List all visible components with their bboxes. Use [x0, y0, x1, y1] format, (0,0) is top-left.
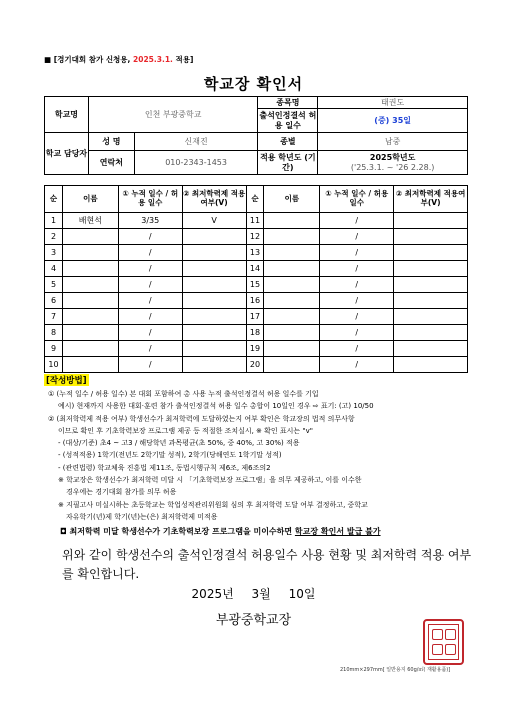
date-month: 3월: [251, 587, 271, 601]
row-number: 20: [246, 357, 264, 373]
attendance-days: /: [118, 293, 182, 309]
table-row: [45, 325, 468, 341]
table-row: [45, 261, 468, 277]
note-5: - (대상/기준) 초4 ~ 고3 / 해당학년 과목평균(초 50%, 중 40%, 고 30%) 적용: [58, 439, 300, 448]
student-name: [62, 293, 118, 309]
attendance-days: /: [320, 261, 394, 277]
student-name: [264, 229, 320, 245]
note-1: ① (누적 일수 / 허용 일수) 본 대회 포함하여 총 사용 누적 출석인정결석 허용 일수를 기입: [48, 390, 319, 398]
student-name: [62, 357, 118, 373]
note-7: - (관련법령) 학교체육 진흥법 제11조, 동법시행규칙 제6조, 제6조의2: [58, 463, 271, 472]
row-number: 18: [246, 325, 264, 341]
warning-icon: ◘: [60, 527, 67, 536]
row-number: 5: [45, 277, 63, 293]
year-value: 2025학년도: [369, 153, 416, 163]
gender-label: 종별: [258, 133, 318, 151]
attendance-days: /: [118, 277, 182, 293]
header-met-left: ② 최저학력제 적용여부(V): [182, 186, 246, 213]
note-4: 이므로 확인 후 기초학력보장 프로그램 제공 등 적절한 조치실시, ※ 확인 표시는 "v": [58, 426, 313, 435]
row-number: 8: [45, 325, 63, 341]
row-number: 7: [45, 309, 63, 325]
issue-date: [0, 585, 507, 602]
row-number: 1: [45, 213, 63, 229]
min-standard-check: [394, 245, 468, 261]
year-period: ('25.3.1. ~ '26 2.28.): [350, 162, 435, 172]
attendance-days: /: [320, 309, 394, 325]
table-row: [45, 293, 468, 309]
row-number: 17: [246, 309, 264, 325]
row-number: 19: [246, 341, 264, 357]
attendance-days: /: [320, 341, 394, 357]
attendance-days: /: [320, 277, 394, 293]
min-standard-check: [394, 309, 468, 325]
table-row: [45, 245, 468, 261]
row-number: 14: [246, 261, 264, 277]
header-note-suffix: 적용]: [175, 55, 194, 64]
student-name: [264, 213, 320, 229]
school-label: 학교명: [45, 97, 89, 133]
attendance-days: 3/35: [118, 213, 182, 229]
header-days-left: ① 누적 일수 / 허용 일수: [118, 186, 182, 213]
row-number: 9: [45, 341, 63, 357]
warning-line: [60, 526, 381, 537]
min-standard-check: [394, 341, 468, 357]
note-10: ※ 지필고사 미실시하는 초등학교는 학업성적관리위원회 심의 후 최저학력 도달 여부 결정하고, 중학교: [58, 500, 368, 509]
header-note-prefix: ■ [경기대회 참가 신청용,: [44, 55, 131, 64]
student-name: [264, 261, 320, 277]
student-name: [62, 229, 118, 245]
student-name: [264, 309, 320, 325]
row-number: 15: [246, 277, 264, 293]
table-row: [45, 357, 468, 373]
contact-label: 연락처: [88, 151, 134, 175]
school-seal-stamp: [423, 619, 464, 665]
table-row: [45, 213, 468, 229]
note-8: ※ 학교장은 학생선수가 최저학력 미달 시 「기초학력보장 프로그램」을 의무 제공하고, 이를 이수한: [58, 476, 362, 485]
method-label: [작성방법]: [46, 376, 87, 386]
student-name: [264, 357, 320, 373]
student-name: [62, 277, 118, 293]
min-standard-check: [182, 261, 246, 277]
row-number: 10: [45, 357, 63, 373]
attendance-days: /: [118, 245, 182, 261]
date-year: 2025년: [191, 587, 234, 601]
min-standard-check: [394, 261, 468, 277]
name-value: 신재진: [134, 133, 258, 151]
note-2: 예시) 현재까지 사용한 대회·훈련 참가 출석인정결석 허용 일수 총합이 10일인 경우 ⇨ 표기: (고) 10/50: [58, 402, 374, 411]
min-standard-check: V: [182, 213, 246, 229]
principal-signature: 부광중학교장: [215, 613, 292, 628]
students-header-row: [45, 186, 468, 213]
attendance-days: /: [118, 229, 182, 245]
info-table: [44, 96, 468, 175]
student-name: [264, 341, 320, 357]
allowance-value: (중) 35일: [318, 109, 468, 133]
attendance-days: /: [118, 309, 182, 325]
attendance-days: /: [118, 357, 182, 373]
sport-value: 태권도: [318, 97, 468, 109]
min-standard-check: [182, 229, 246, 245]
min-standard-check: [182, 293, 246, 309]
year-label: 적용 학년도 (기간): [258, 151, 318, 175]
min-standard-check: [394, 357, 468, 373]
header-note-date: 2025.3.1.: [133, 55, 173, 64]
contact-value: 010-2343-1453: [134, 151, 258, 175]
name-label: 성 명: [88, 133, 134, 151]
sport-label: 종목명: [258, 97, 318, 109]
row-number: 16: [246, 293, 264, 309]
row-number: 4: [45, 261, 63, 277]
student-rows: [45, 213, 468, 373]
table-row: [45, 229, 468, 245]
student-name: [62, 261, 118, 277]
method-notes: [48, 388, 478, 523]
header-no-left: 순: [45, 186, 63, 213]
student-name: [62, 341, 118, 357]
attendance-days: /: [118, 261, 182, 277]
header-note: [44, 54, 193, 65]
student-name: [62, 245, 118, 261]
manager-label: 학교 담당자: [45, 133, 89, 175]
attendance-days: /: [320, 229, 394, 245]
min-standard-check: [394, 277, 468, 293]
min-standard-check: [182, 341, 246, 357]
min-standard-check: [182, 309, 246, 325]
min-standard-check: [182, 325, 246, 341]
row-number: 13: [246, 245, 264, 261]
table-row: [45, 341, 468, 357]
document-title: 학교장 확인서: [203, 75, 304, 93]
year-cell: [318, 151, 468, 175]
row-number: 12: [246, 229, 264, 245]
allowance-label: 출석인정결석 허용 일수: [258, 109, 318, 133]
min-standard-check: [182, 277, 246, 293]
student-name: [62, 325, 118, 341]
row-number: 2: [45, 229, 63, 245]
confirmation-statement: 위와 같이 학생선수의 출석인정결석 허용일수 사용 현황 및 최저학력 적용 여부를 확인합니다.: [62, 548, 472, 581]
min-standard-check: [182, 245, 246, 261]
warning-text: 최저학력 미달 학생선수가 기초학력보장 프로그램을 미이수하면: [69, 527, 295, 536]
min-standard-check: [182, 357, 246, 373]
gender-value: 남중: [318, 133, 468, 151]
row-number: 6: [45, 293, 63, 309]
student-name: [264, 277, 320, 293]
note-6: - (성적적용) 1학기(전년도 2학기말 성적), 2학기(당해연도 1학기말 성적): [58, 451, 282, 460]
note-3: ② (최저학력제 적용 여부) 학생선수가 최저학력에 도달하였는지 여부 확인은 학교장의 법적 의무사항: [48, 414, 355, 423]
paper-spec-footer: 210mm×297mm[ 일반용지 60g/㎡( 재활용품)]: [340, 667, 451, 673]
student-name: [264, 245, 320, 261]
min-standard-check: [394, 293, 468, 309]
min-standard-check: [394, 213, 468, 229]
row-number: 11: [246, 213, 264, 229]
attendance-days: /: [320, 325, 394, 341]
header-name-right: 이름: [264, 186, 320, 213]
header-name-left: 이름: [62, 186, 118, 213]
student-name: [264, 293, 320, 309]
warning-emphasis: 학교장 확인서 발급 불가: [294, 527, 381, 536]
attendance-days: /: [118, 341, 182, 357]
header-days-right: ① 누적 일수 / 허용 일수: [320, 186, 394, 213]
attendance-days: /: [320, 245, 394, 261]
school-value: 인천 부광중학교: [88, 97, 258, 133]
table-row: [45, 277, 468, 293]
attendance-days: /: [320, 293, 394, 309]
attendance-days: /: [320, 357, 394, 373]
row-number: 3: [45, 245, 63, 261]
attendance-days: /: [118, 325, 182, 341]
table-row: [45, 309, 468, 325]
note-9: 경우에는 경기대회 참가를 의무 허용: [66, 488, 177, 497]
student-name: [62, 309, 118, 325]
student-name: 배현석: [62, 213, 118, 229]
min-standard-check: [394, 229, 468, 245]
header-met-right: ② 최저학력제 적용여부(V): [394, 186, 468, 213]
note-11: 자유학기(년)제 학기(년)는(은) 최저학력제 미적용: [66, 512, 218, 521]
student-name: [264, 325, 320, 341]
students-table: [44, 185, 468, 373]
min-standard-check: [394, 325, 468, 341]
header-no-right: 순: [246, 186, 264, 213]
attendance-days: /: [320, 213, 394, 229]
date-day: 10일: [288, 587, 316, 601]
